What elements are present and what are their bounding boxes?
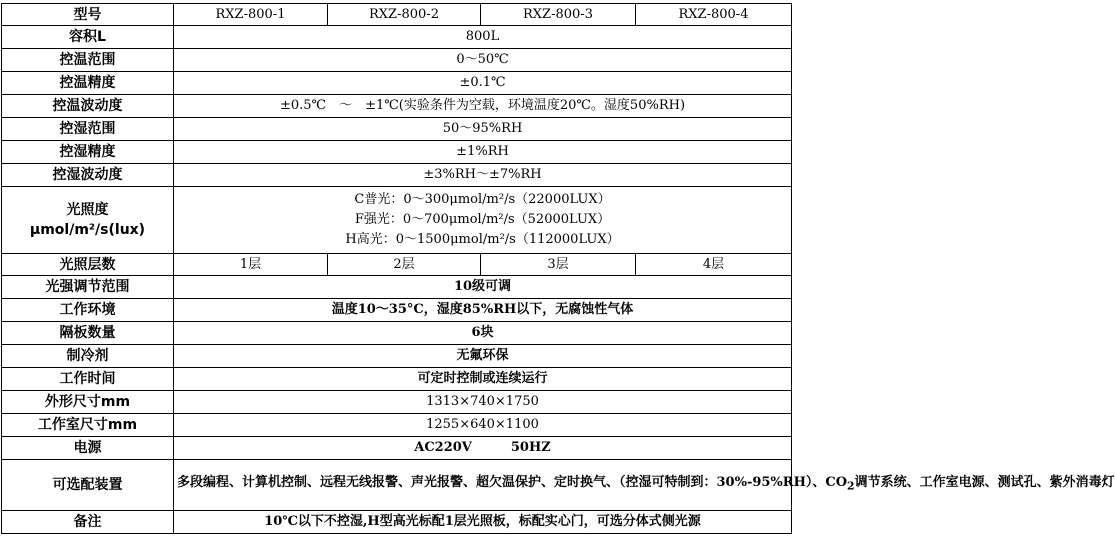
- temp-range-value: 0～50℃: [174, 49, 792, 72]
- illuminance-line-f: F强光：0～700μmol/m²/s（52000LUX）: [354, 212, 611, 227]
- illuminance-label-line2: μmol/m²/s(lux): [29, 222, 146, 238]
- model-4: RXZ-800-4: [636, 4, 792, 26]
- hum-range-label: 控湿范围: [2, 118, 174, 141]
- options-label: 可选配装置: [2, 460, 174, 511]
- row-hum-range: [2, 118, 792, 141]
- layers-3: 3层: [481, 254, 636, 276]
- row-light-adjust: [2, 276, 792, 299]
- row-power: [2, 437, 792, 460]
- row-shelves: [2, 322, 792, 345]
- volume-label: 容积L: [2, 26, 174, 49]
- row-work-time: [2, 368, 792, 391]
- work-time-label: 工作时间: [2, 368, 174, 391]
- layers-1: 1层: [174, 254, 328, 276]
- inner-size-label: 工作室尺寸mm: [2, 414, 174, 437]
- spec-table: [1, 3, 1115, 534]
- row-temp-fluct: [2, 95, 792, 118]
- options-text-2: 调节系统、工作室电源、测试孔、紫外消毒灯: [854, 475, 1115, 491]
- power-value: AC220V 50HZ: [174, 437, 792, 460]
- work-time-value: 可定时控制或连续运行: [174, 368, 792, 391]
- hum-fluct-label: 控湿波动度: [2, 164, 174, 187]
- hum-precision-label: 控湿精度: [2, 141, 174, 164]
- row-volume: [2, 26, 792, 49]
- illuminance-values: [174, 187, 792, 254]
- shelves-label: 隔板数量: [2, 322, 174, 345]
- row-illuminance: [2, 187, 792, 254]
- temp-range-label: 控温范围: [2, 49, 174, 72]
- power-label: 电源: [2, 437, 174, 460]
- layers-4: 4层: [636, 254, 792, 276]
- outer-size-value: 1313×740×1750: [174, 391, 792, 414]
- shelves-value: 6块: [174, 322, 792, 345]
- refrigerant-value: 无氟环保: [174, 345, 792, 368]
- illuminance-line-c: C普光：0～300μmol/m²/s（22000LUX）: [354, 192, 611, 207]
- hum-fluct-value: ±3%RH～±7%RH: [174, 164, 792, 187]
- row-inner-size: [2, 414, 792, 437]
- row-temp-precision: [2, 72, 792, 95]
- row-hum-precision: [2, 141, 792, 164]
- row-remarks: [2, 511, 792, 534]
- model-2: RXZ-800-2: [328, 4, 481, 26]
- illuminance-label: [2, 187, 174, 254]
- layers-2: 2层: [328, 254, 481, 276]
- row-hum-fluct: [2, 164, 792, 187]
- options-co2-subscript: 2: [847, 479, 855, 493]
- refrigerant-label: 制冷剂: [2, 345, 174, 368]
- outer-size-label: 外形尺寸mm: [2, 391, 174, 414]
- hum-range-value: 50～95%RH: [174, 118, 792, 141]
- remarks-value: 10℃以下不控湿,H型高光标配1层光照板，标配实心门，可选分体式侧光源: [174, 511, 792, 534]
- row-outer-size: [2, 391, 792, 414]
- environment-label: 工作环境: [2, 299, 174, 322]
- row-layers: [2, 254, 792, 276]
- remarks-label: 备注: [2, 511, 174, 534]
- row-refrigerant: [2, 345, 792, 368]
- model-3: RXZ-800-3: [481, 4, 636, 26]
- options-value: [174, 460, 1115, 511]
- layers-label: 光照层数: [2, 254, 174, 276]
- row-model: [2, 4, 792, 26]
- temp-fluct-label: 控温波动度: [2, 95, 174, 118]
- inner-size-value: 1255×640×1100: [174, 414, 792, 437]
- illuminance-line-h: H高光：0～1500μmol/m²/s（112000LUX）: [345, 232, 620, 247]
- environment-value: 温度10～35°C，湿度85%RH以下，无腐蚀性气体: [174, 299, 792, 322]
- row-environment: [2, 299, 792, 322]
- row-options: [2, 460, 792, 511]
- temp-precision-value: ±0.1℃: [174, 72, 792, 95]
- hum-precision-value: ±1%RH: [174, 141, 792, 164]
- volume-value: 800L: [174, 26, 792, 49]
- model-1: RXZ-800-1: [174, 4, 328, 26]
- light-adjust-label: 光强调节范围: [2, 276, 174, 299]
- illuminance-label-line1: 光照度: [66, 202, 109, 218]
- options-text-1: 多段编程、计算机控制、远程无线报警、声光报警、超欠温保护、定时换气、（控湿可特制到：30%-95%RH）、CO: [177, 475, 848, 491]
- temp-fluct-value: ±0.5℃ ～ ±1℃(实验条件为空载，环境温度20℃。湿度50%RH): [174, 95, 792, 118]
- light-adjust-value: 10级可调: [174, 276, 792, 299]
- temp-precision-label: 控温精度: [2, 72, 174, 95]
- row-temp-range: [2, 49, 792, 72]
- model-label: 型号: [2, 4, 174, 26]
